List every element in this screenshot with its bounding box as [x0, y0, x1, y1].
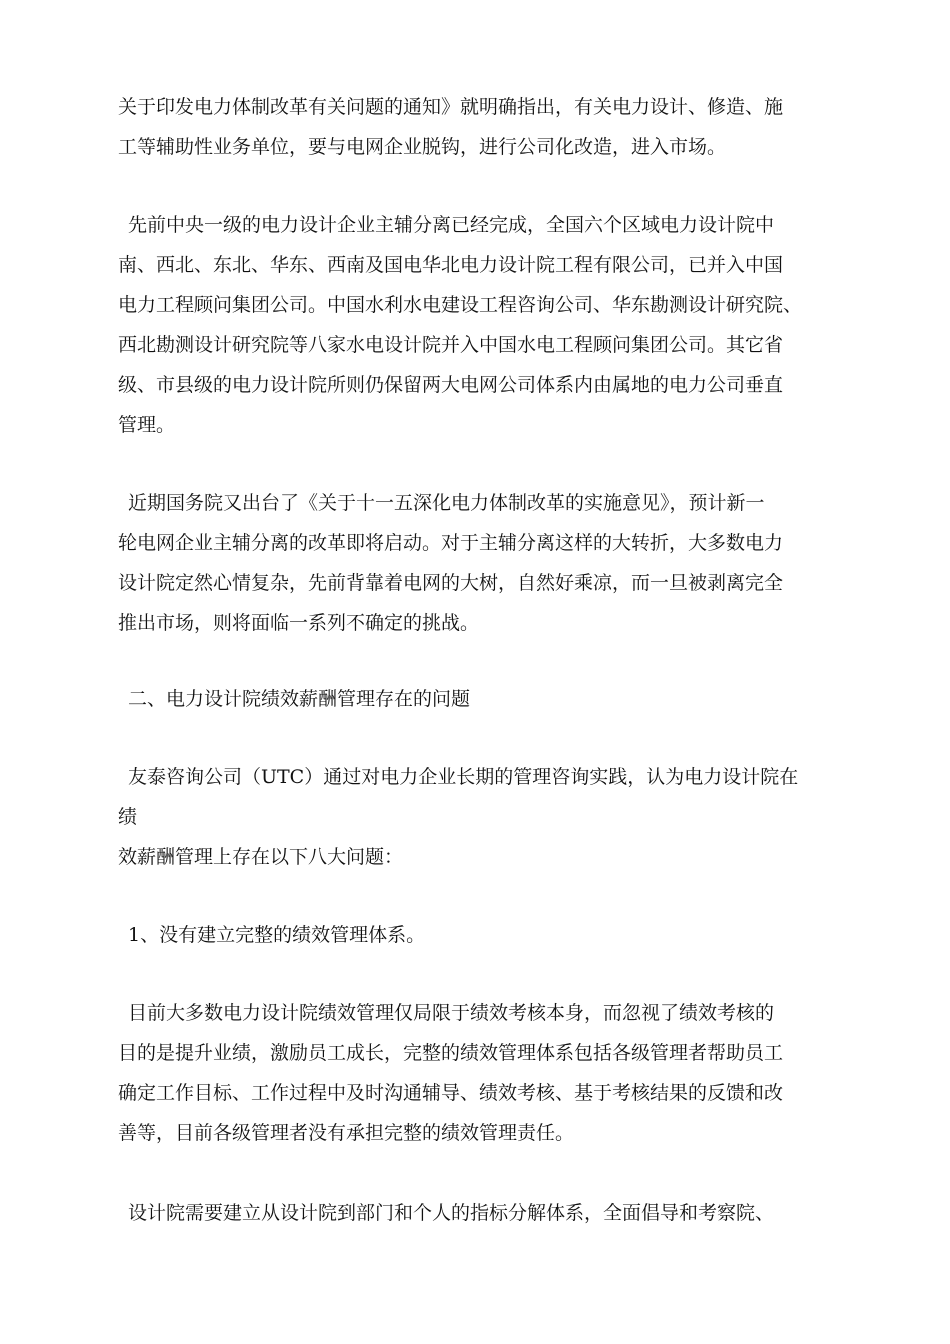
text-line: 确定工作目标、工作过程中及时沟通辅导、绩效考核、基于考核结果的反馈和改 [118, 1082, 784, 1104]
text-line: 西北勘测设计研究院等八家水电设计院并入中国水电工程顾问集团公司。其它省 [118, 334, 784, 356]
text-line: 设计院定然心情复杂，先前背靠着电网的大树，自然好乘凉，而一旦被剥离完全 [118, 572, 784, 594]
text-line: 推出市场，则将面临一系列不确定的挑战。 [118, 612, 480, 634]
text-line: 关于印发电力体制改革有关问题的通知》就明确指出，有关电力设计、修造、施 [118, 96, 784, 118]
text-line: 轮电网企业主辅分离的改革即将启动。对于主辅分离这样的大转折，大多数电力 [118, 532, 784, 554]
paragraph-first-line: 先前中央一级的电力设计企业主辅分离已经完成，全国六个区域电力设计院中 [128, 214, 775, 236]
text-line: 绩 [118, 806, 138, 828]
list-item-heading: 1、没有建立完整的绩效管理体系。 [128, 924, 426, 946]
text-line: 级、市县级的电力设计院所则仍保留两大电网公司体系内由属地的电力公司垂直 [118, 374, 784, 396]
section-heading: 二、电力设计院绩效薪酬管理存在的问题 [128, 688, 471, 710]
text-line: 电力工程顾问集团公司。中国水利水电建设工程咨询公司、华东勘测设计研究院、 [118, 294, 803, 316]
text-line: 目的是提升业绩，激励员工成长，完整的绩效管理体系包括各级管理者帮助员工 [118, 1042, 784, 1064]
text-line: 管理。 [118, 414, 176, 436]
text-line: 效薪酬管理上存在以下八大问题： [118, 846, 404, 868]
text-line: 善等，目前各级管理者没有承担完整的绩效管理责任。 [118, 1122, 575, 1144]
paragraph-first-line: 设计院需要建立从设计院到部门和个人的指标分解体系，全面倡导和考察院、 [128, 1202, 775, 1224]
text-line: 工等辅助性业务单位，要与电网企业脱钩，进行公司化改造，进入市场。 [118, 136, 727, 158]
paragraph-first-line: 友泰咨询公司（UTC）通过对电力企业长期的管理咨询实践，认为电力设计院在 [128, 766, 799, 788]
paragraph-first-line: 近期国务院又出台了《关于十一五深化电力体制改革的实施意见》，预计新一 [128, 492, 765, 514]
text-line: 南、西北、东北、华东、西南及国电华北电力设计院工程有限公司，已并入中国 [118, 254, 784, 276]
paragraph-first-line: 目前大多数电力设计院绩效管理仅局限于绩效考核本身，而忽视了绩效考核的 [128, 1002, 775, 1024]
